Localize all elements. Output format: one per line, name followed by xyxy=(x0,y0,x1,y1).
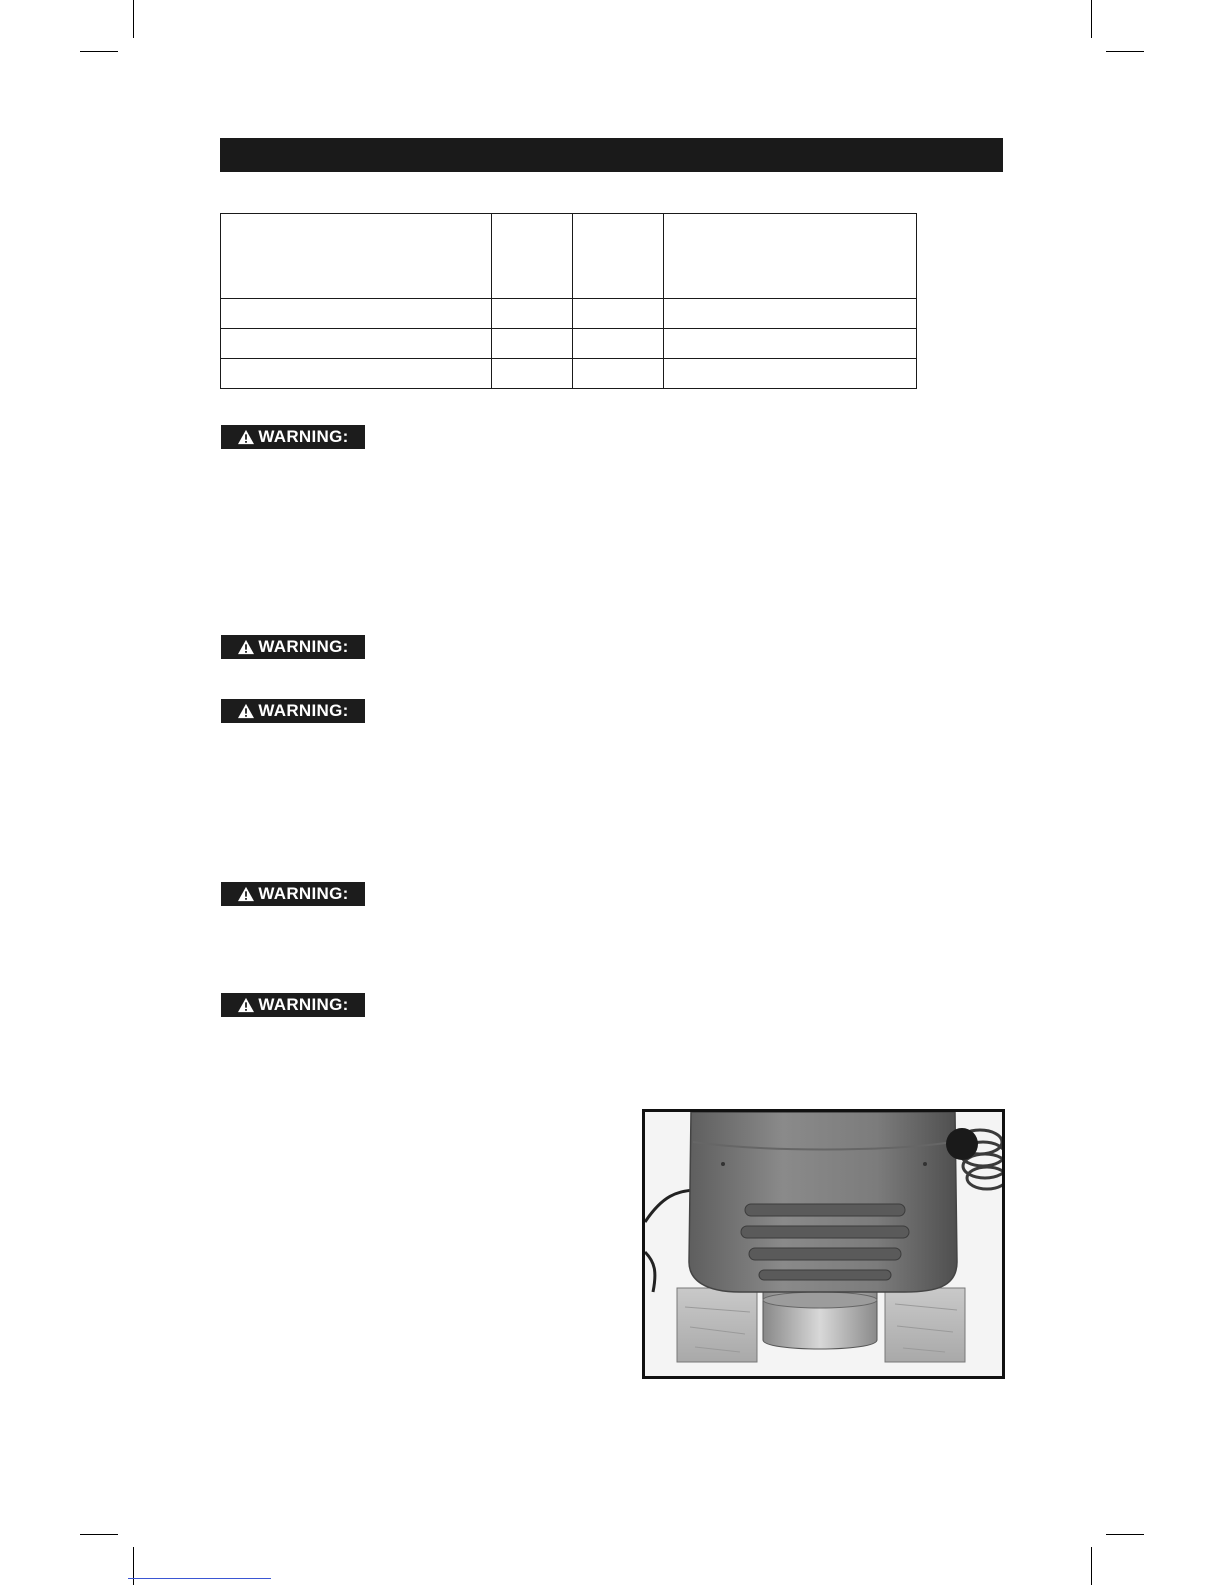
warning-text: WARNING: xyxy=(258,884,349,903)
table-header-row xyxy=(221,214,917,299)
table-header-cell xyxy=(492,214,573,299)
table-cell xyxy=(492,359,573,389)
table-cell xyxy=(221,329,492,359)
table-cell xyxy=(664,299,917,329)
table-cell xyxy=(221,359,492,389)
warning-label xyxy=(221,425,365,449)
crop-mark xyxy=(80,51,118,52)
crop-mark xyxy=(1106,51,1144,52)
table-cell xyxy=(573,329,664,359)
table-cell xyxy=(664,329,917,359)
warning-label xyxy=(221,993,365,1017)
crop-mark xyxy=(1091,0,1092,38)
table-cell xyxy=(492,299,573,329)
compressor-photo xyxy=(642,1109,1005,1379)
table-row xyxy=(221,299,917,329)
table-cell xyxy=(573,299,664,329)
compressor-illustration xyxy=(645,1112,1002,1376)
warning-triangle-icon xyxy=(237,639,255,655)
table-cell xyxy=(664,359,917,389)
table-cell xyxy=(492,329,573,359)
crop-mark xyxy=(1106,1534,1144,1535)
warning-triangle-icon xyxy=(237,886,255,902)
callout-marker xyxy=(946,1128,978,1160)
bottom-link-underline xyxy=(128,1578,271,1579)
warning-label xyxy=(221,699,365,723)
crop-mark xyxy=(133,1547,134,1585)
section-heading-bar xyxy=(220,138,1003,172)
warning-text: WARNING: xyxy=(258,995,349,1014)
warning-text: WARNING: xyxy=(258,427,349,446)
table-header-cell xyxy=(573,214,664,299)
table-cell xyxy=(221,299,492,329)
warning-triangle-icon xyxy=(237,429,255,445)
warning-triangle-icon xyxy=(237,997,255,1013)
crop-mark xyxy=(1091,1547,1092,1585)
table-row xyxy=(221,359,917,389)
crop-mark xyxy=(133,0,134,38)
warning-triangle-icon xyxy=(237,703,255,719)
table-row xyxy=(221,329,917,359)
spec-table xyxy=(220,213,917,389)
table-header-cell xyxy=(664,214,917,299)
table-header-cell xyxy=(221,214,492,299)
table-cell xyxy=(573,359,664,389)
warning-text: WARNING: xyxy=(258,701,349,720)
warning-text: WARNING: xyxy=(258,637,349,656)
warning-label xyxy=(221,882,365,906)
crop-mark xyxy=(80,1534,118,1535)
warning-label xyxy=(221,635,365,659)
